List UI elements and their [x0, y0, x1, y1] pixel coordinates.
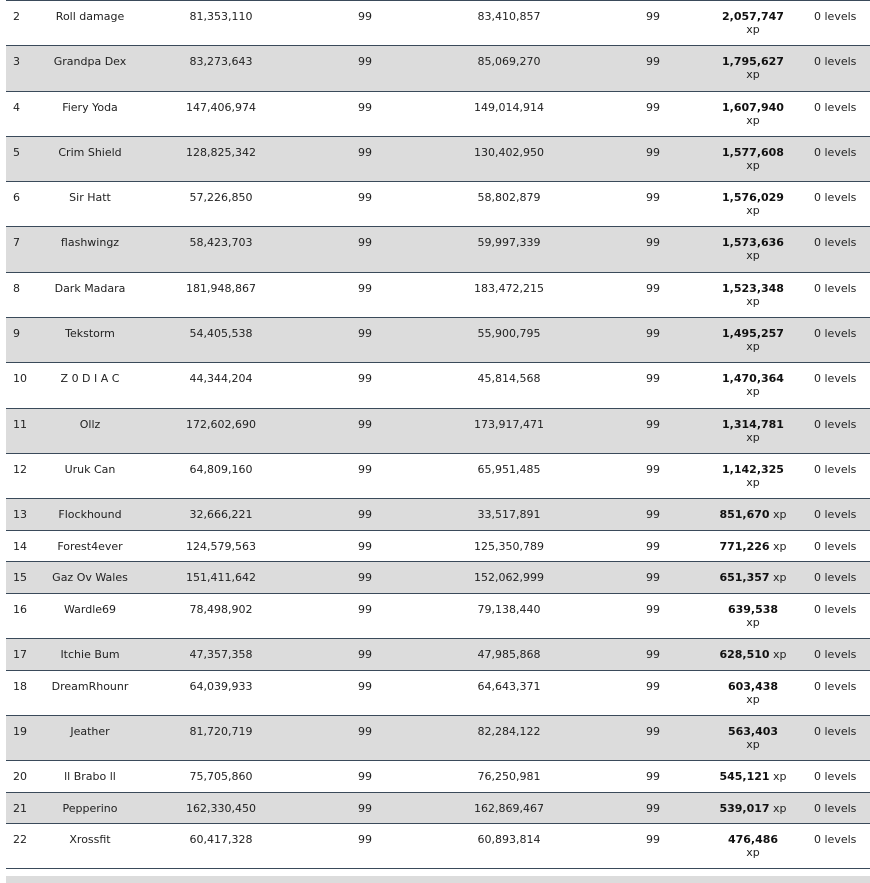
end-xp: 59,997,339 [477, 236, 541, 250]
xp-gained-cell [718, 282, 788, 308]
xp-unit: xp [746, 340, 760, 354]
rank-cell: 13 [13, 508, 27, 522]
end-level: 99 [646, 55, 660, 69]
rank-cell: 4 [13, 100, 20, 114]
xp-unit: xp [773, 648, 787, 662]
start-xp: 32,666,221 [189, 508, 253, 522]
start-level: 99 [358, 100, 372, 114]
end-level: 99 [646, 281, 660, 295]
end-level: 99 [646, 602, 660, 616]
start-level: 99 [358, 145, 372, 159]
xp-gained-cell [718, 10, 788, 36]
xp-gained-cell [718, 508, 788, 521]
start-level: 99 [358, 801, 372, 815]
levels-gained-cell: 0 levels [814, 801, 857, 815]
end-xp: 183,472,215 [474, 281, 544, 295]
table-row [6, 671, 870, 716]
xp-unit: xp [746, 158, 760, 172]
end-level: 99 [646, 508, 660, 522]
start-level: 99 [358, 327, 372, 341]
xp-gained-value: 851,670 [719, 508, 770, 522]
levels-gained-cell: 0 levels [814, 508, 857, 522]
start-xp: 162,330,450 [186, 801, 256, 815]
rank-cell: 15 [13, 571, 27, 585]
xp-gained-value: 651,357 [719, 571, 770, 585]
levels-gained-cell: 0 levels [814, 145, 857, 159]
start-xp: 81,720,719 [189, 724, 253, 738]
start-level: 99 [358, 236, 372, 250]
player-name[interactable]: Xrossfit [69, 833, 111, 847]
xp-unit: xp [773, 508, 787, 522]
xp-unit: xp [746, 23, 760, 36]
start-xp: 147,406,974 [186, 100, 256, 114]
end-level: 99 [646, 236, 660, 250]
start-xp: 172,602,690 [186, 417, 256, 431]
end-xp: 152,062,999 [474, 571, 544, 585]
player-name[interactable]: Itchie Bum [60, 648, 120, 662]
rank-cell: 22 [13, 833, 27, 847]
start-level: 99 [358, 372, 372, 386]
table-row [6, 46, 870, 91]
rank-cell: 3 [13, 55, 20, 69]
xp-gained-cell [718, 725, 788, 751]
table-row [6, 1, 870, 46]
start-xp: 181,948,867 [186, 281, 256, 295]
rank-cell: 18 [13, 679, 27, 693]
end-xp: 65,951,485 [477, 462, 541, 476]
player-name[interactable]: Z 0 D I A C [60, 372, 120, 386]
rank-cell: 21 [13, 801, 27, 815]
start-xp: 124,579,563 [186, 539, 256, 553]
rank-cell: 8 [13, 281, 20, 295]
xp-gained-cell [718, 603, 788, 629]
start-xp: 44,344,204 [189, 372, 253, 386]
xp-gained-value: 771,226 [719, 539, 770, 553]
xp-gained-value: 545,121 [719, 770, 770, 784]
end-level: 99 [646, 679, 660, 693]
table-row [6, 273, 870, 318]
player-name[interactable]: flashwingz [60, 236, 120, 250]
xp-unit: xp [746, 68, 760, 82]
xp-unit: xp [746, 430, 760, 444]
xp-unit: xp [773, 571, 787, 585]
start-xp: 81,353,110 [189, 10, 253, 23]
xp-gained-cell [718, 680, 788, 706]
xp-gained-value: 539,017 [719, 801, 770, 815]
next-row-edge [6, 876, 870, 883]
xp-gained-cell [718, 146, 788, 172]
end-level: 99 [646, 833, 660, 847]
xp-gained-cell [718, 802, 788, 815]
start-level: 99 [358, 539, 372, 553]
end-level: 99 [646, 100, 660, 114]
levels-gained-cell: 0 levels [814, 833, 857, 847]
rank-cell: 20 [13, 770, 27, 784]
end-level: 99 [646, 724, 660, 738]
xp-gained-value: 1,573,636 [722, 236, 784, 250]
rank-cell: 17 [13, 648, 27, 662]
xp-unit: xp [746, 615, 760, 629]
rank-cell: 11 [13, 417, 27, 431]
table-row [6, 363, 870, 408]
xp-unit: xp [746, 692, 760, 706]
xp-gained-value: 1,607,940 [722, 100, 784, 114]
end-level: 99 [646, 191, 660, 205]
xp-unit: xp [746, 204, 760, 218]
end-xp: 82,284,122 [477, 724, 541, 738]
end-level: 99 [646, 571, 660, 585]
player-name[interactable]: Ollz [79, 417, 101, 431]
end-xp: 85,069,270 [477, 55, 541, 69]
end-xp: 58,802,879 [477, 191, 541, 205]
xp-unit: xp [746, 294, 760, 308]
table-row [6, 594, 870, 639]
table-row [6, 761, 870, 793]
start-xp: 47,357,358 [189, 648, 253, 662]
xp-gained-value: 563,403 [727, 724, 779, 738]
end-level: 99 [646, 372, 660, 386]
end-level: 99 [646, 327, 660, 341]
table-row [6, 454, 870, 499]
start-level: 99 [358, 281, 372, 295]
xp-gained-cell [718, 55, 788, 81]
end-level: 99 [646, 417, 660, 431]
xp-gained-value: 1,470,364 [722, 372, 784, 386]
rank-cell: 2 [13, 10, 20, 23]
player-name[interactable]: Forest4ever [57, 539, 123, 553]
start-level: 99 [358, 417, 372, 431]
xp-gained-value: 1,142,325 [722, 462, 784, 476]
xp-unit: xp [773, 801, 787, 815]
levels-gained-cell: 0 levels [814, 602, 857, 616]
levels-gained-cell: 0 levels [814, 10, 857, 23]
xp-gained-cell [718, 770, 788, 783]
start-xp: 64,039,933 [189, 679, 253, 693]
start-level: 99 [358, 833, 372, 847]
xp-gained-cell [718, 236, 788, 262]
start-level: 99 [358, 191, 372, 205]
player-name[interactable]: Tekstorm [65, 327, 115, 341]
xp-gained-value: 476,486 [727, 833, 779, 847]
start-level: 99 [358, 508, 372, 522]
player-name[interactable]: Dark Madara [54, 281, 126, 295]
levels-gained-cell: 0 levels [814, 100, 857, 114]
xp-gained-cell [718, 463, 788, 489]
end-level: 99 [646, 145, 660, 159]
player-name[interactable]: DreamRhounr [51, 679, 129, 693]
table-row [6, 409, 870, 454]
start-xp: 78,498,902 [189, 602, 253, 616]
xp-gained-value: 1,577,608 [722, 145, 784, 159]
end-xp: 60,893,814 [477, 833, 541, 847]
start-xp: 151,411,642 [186, 571, 256, 585]
levels-gained-cell: 0 levels [814, 236, 857, 250]
xp-gained-value: 2,057,747 [722, 10, 784, 23]
start-level: 99 [358, 724, 372, 738]
end-xp: 45,814,568 [477, 372, 541, 386]
table-row [6, 716, 870, 761]
levels-gained-cell: 0 levels [814, 679, 857, 693]
end-xp: 64,643,371 [477, 679, 541, 693]
table-row [6, 793, 870, 825]
xp-gained-value: 639,538 [727, 602, 779, 616]
table-row [6, 227, 870, 272]
rank-cell: 6 [13, 191, 20, 205]
player-name[interactable]: Sir Hatt [69, 191, 111, 205]
start-level: 99 [358, 571, 372, 585]
xp-gained-cell [718, 833, 788, 859]
end-level: 99 [646, 801, 660, 815]
player-name[interactable]: Fiery Yoda [62, 100, 118, 114]
start-level: 99 [358, 602, 372, 616]
levels-gained-cell: 0 levels [814, 191, 857, 205]
xp-gained-cell [718, 191, 788, 217]
end-xp: 33,517,891 [477, 508, 541, 522]
start-xp: 54,405,538 [189, 327, 253, 341]
rank-cell: 5 [13, 145, 20, 159]
xp-unit: xp [773, 539, 787, 553]
table-row [6, 824, 870, 869]
end-xp: 47,985,868 [477, 648, 541, 662]
levels-gained-cell: 0 levels [814, 417, 857, 431]
player-name[interactable]: Roll damage [55, 10, 125, 23]
table-row [6, 562, 870, 594]
xp-gained-cell [718, 327, 788, 353]
xp-unit: xp [746, 385, 760, 399]
end-xp: 162,869,467 [474, 801, 544, 815]
xp-unit: xp [773, 770, 787, 784]
rank-cell: 19 [13, 724, 27, 738]
rank-cell: 7 [13, 236, 20, 250]
start-xp: 75,705,860 [189, 770, 253, 784]
end-xp: 125,350,789 [474, 539, 544, 553]
xp-gained-cell [718, 540, 788, 553]
xp-gained-cell [718, 101, 788, 127]
xp-gained-cell [718, 571, 788, 584]
table-row [6, 639, 870, 671]
player-name[interactable]: Gaz Ov Wales [52, 571, 128, 585]
start-level: 99 [358, 648, 372, 662]
xp-gained-value: 1,523,348 [722, 281, 784, 295]
start-xp: 128,825,342 [186, 145, 256, 159]
xp-gained-value: 603,438 [727, 679, 779, 693]
levels-gained-cell: 0 levels [814, 770, 857, 784]
end-xp: 55,900,795 [477, 327, 541, 341]
levels-gained-cell: 0 levels [814, 55, 857, 69]
levels-gained-cell: 0 levels [814, 571, 857, 585]
end-xp: 130,402,950 [474, 145, 544, 159]
rank-cell: 10 [13, 372, 27, 386]
start-xp: 60,417,328 [189, 833, 253, 847]
end-xp: 79,138,440 [477, 602, 541, 616]
end-level: 99 [646, 770, 660, 784]
rank-cell: 14 [13, 539, 27, 553]
player-name[interactable]: Flockhound [58, 508, 122, 522]
rank-cell: 16 [13, 602, 27, 616]
start-level: 99 [358, 770, 372, 784]
end-level: 99 [646, 462, 660, 476]
levels-gained-cell: 0 levels [814, 462, 857, 476]
rank-cell: 12 [13, 462, 27, 476]
xp-unit: xp [746, 475, 760, 489]
levels-gained-cell: 0 levels [814, 724, 857, 738]
table-row [6, 92, 870, 137]
xp-gained-value: 1,314,781 [722, 417, 784, 431]
start-level: 99 [358, 10, 372, 23]
end-xp: 76,250,981 [477, 770, 541, 784]
start-level: 99 [358, 55, 372, 69]
start-level: 99 [358, 462, 372, 476]
xp-gained-value: 1,495,257 [722, 327, 784, 341]
levels-gained-cell: 0 levels [814, 281, 857, 295]
levels-gained-cell: 0 levels [814, 539, 857, 553]
player-name[interactable]: Jeather [70, 724, 110, 738]
leaderboard-table [6, 0, 870, 869]
end-level: 99 [646, 539, 660, 553]
end-level: 99 [646, 10, 660, 23]
xp-gained-value: 1,795,627 [722, 55, 784, 69]
xp-unit: xp [746, 113, 760, 127]
levels-gained-cell: 0 levels [814, 372, 857, 386]
table-row [6, 137, 870, 182]
end-xp: 149,014,914 [474, 100, 544, 114]
end-xp: 173,917,471 [474, 417, 544, 431]
levels-gained-cell: 0 levels [814, 327, 857, 341]
xp-gained-value: 1,576,029 [722, 191, 784, 205]
levels-gained-cell: 0 levels [814, 648, 857, 662]
table-row [6, 499, 870, 531]
player-name[interactable]: Crim Shield [58, 145, 122, 159]
end-xp: 83,410,857 [477, 10, 541, 23]
xp-unit: xp [746, 249, 760, 263]
player-name[interactable]: Wardle69 [63, 602, 117, 616]
table-row [6, 318, 870, 363]
start-xp: 58,423,703 [189, 236, 253, 250]
xp-gained-value: 628,510 [719, 648, 770, 662]
start-xp: 64,809,160 [189, 462, 253, 476]
start-xp: 83,273,643 [189, 55, 253, 69]
player-name[interactable]: ll Brabo ll [64, 770, 116, 784]
player-name[interactable]: Pepperino [62, 801, 118, 815]
xp-unit: xp [746, 737, 760, 751]
start-xp: 57,226,850 [189, 191, 253, 205]
player-name[interactable]: Grandpa Dex [53, 55, 127, 69]
xp-unit: xp [746, 846, 760, 860]
xp-gained-cell [718, 372, 788, 398]
xp-gained-cell [718, 418, 788, 444]
table-row [6, 182, 870, 227]
rank-cell: 9 [13, 327, 20, 341]
end-level: 99 [646, 648, 660, 662]
xp-gained-cell [718, 648, 788, 661]
table-row [6, 531, 870, 563]
player-name[interactable]: Uruk Can [64, 462, 116, 476]
start-level: 99 [358, 679, 372, 693]
